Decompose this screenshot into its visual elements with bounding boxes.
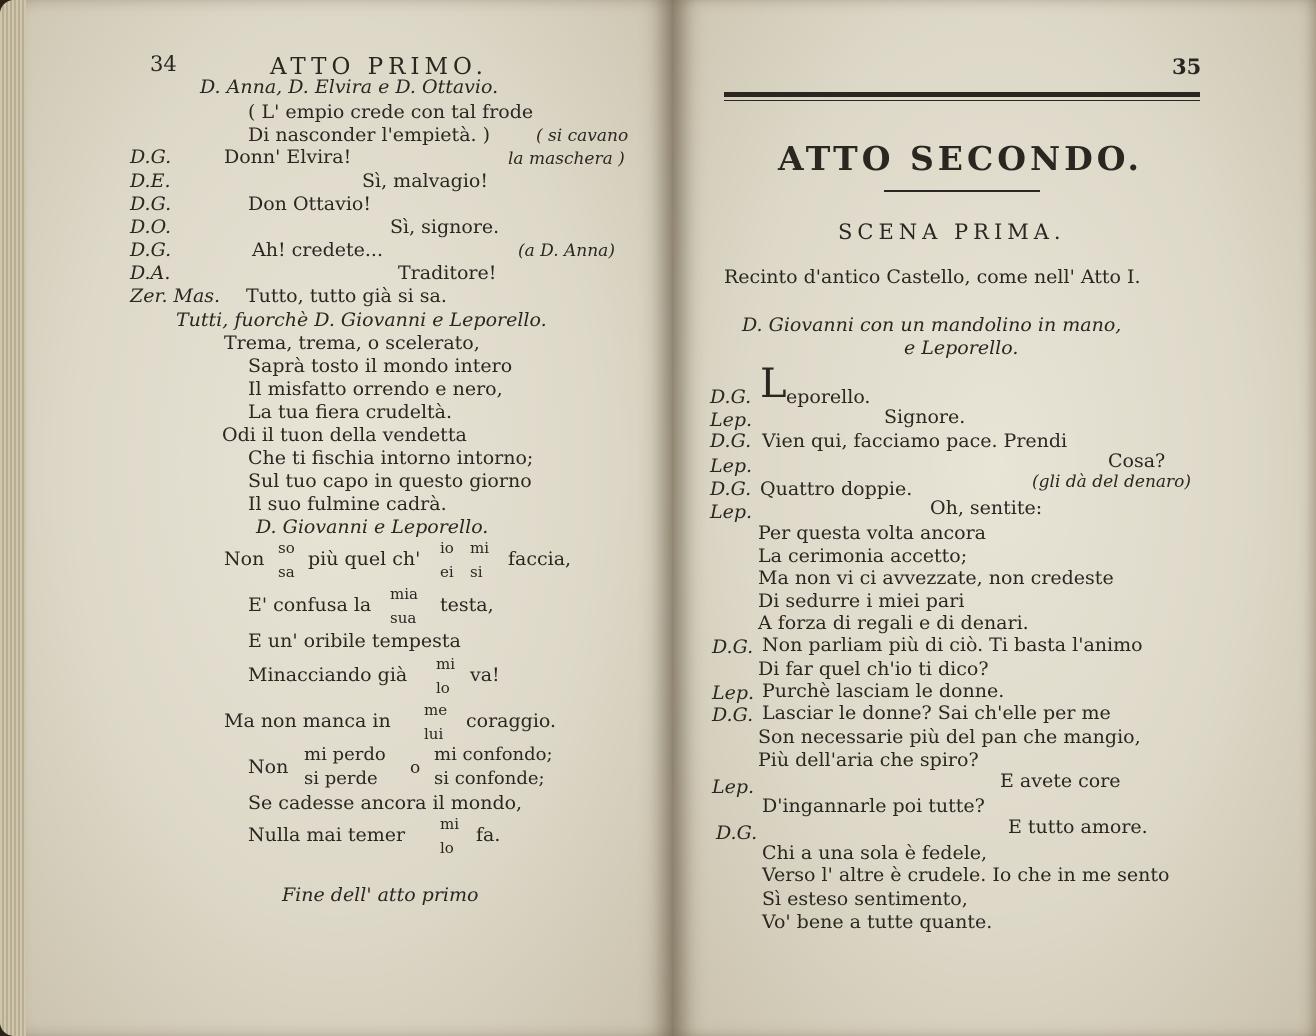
- right-page: [672, 0, 1316, 1036]
- dialogue-line: Don Ottavio!: [248, 193, 372, 215]
- dialogue-line: Vien qui, facciamo pace. Prendi: [762, 430, 1068, 452]
- verse-line: Trema, trema, o scelerato,: [224, 332, 480, 354]
- duet-alt-upper: so: [278, 539, 295, 557]
- verse-line: Saprà tosto il mondo intero: [248, 355, 513, 377]
- speaker: D.G.: [130, 239, 172, 261]
- speaker: Lep.: [712, 682, 755, 704]
- dialogue-line: Traditore!: [398, 262, 497, 284]
- verse-line: D'ingannarle poi tutte?: [762, 795, 985, 817]
- aside-line: Di nasconder l'empietà. ): [248, 124, 491, 146]
- verse-line: Più dell'aria che spiro?: [758, 749, 979, 771]
- verse-line: La tua fiera crudeltà.: [248, 401, 453, 423]
- verse-line: Verso l' altre è crudele. Io che in me sento: [762, 864, 1170, 886]
- drop-cap: L: [760, 361, 787, 407]
- verse-line: A forza di regali e di denari.: [758, 612, 1029, 634]
- duet-alt-upper: mi: [436, 655, 456, 673]
- speaker: Zer. Mas.: [130, 285, 221, 307]
- duet-alt-lower: si: [470, 563, 483, 581]
- speaker: Lep.: [710, 455, 753, 477]
- entrance-line: e Leporello.: [904, 337, 1019, 359]
- speaker: D.G.: [710, 386, 752, 408]
- dialogue-line: Signore.: [884, 406, 966, 428]
- duet-alt-lower: sua: [390, 609, 417, 627]
- verse-line: Non parliam più di ciò. Ti basta l'animo: [762, 634, 1143, 656]
- duet-text: Nulla mai temer: [248, 824, 406, 846]
- dialogue-line: Sì, signore.: [390, 216, 500, 238]
- duet-text: Se cadesse ancora il mondo,: [248, 792, 523, 814]
- speaker: D.G.: [712, 704, 754, 726]
- entrance-line: D. Giovanni con un mandolino in mano,: [742, 314, 1122, 336]
- duet-text: Minacciando già: [248, 664, 408, 686]
- speaker: D.G.: [716, 822, 758, 844]
- running-head: ATTO PRIMO.: [270, 54, 488, 80]
- speaker: D.G.: [710, 478, 752, 500]
- duet-text: fa.: [476, 824, 501, 846]
- speaker: D.G.: [712, 636, 754, 658]
- duet-text: va!: [470, 664, 500, 686]
- duet-alt-upper: mi confondo;: [434, 744, 553, 765]
- stage-direction: ( si cavano: [536, 126, 629, 146]
- verse-line: Il misfatto orrendo e nero,: [248, 378, 503, 400]
- verse-line: Il suo fulmine cadrà.: [248, 493, 447, 515]
- verse-line: Per questa volta ancora: [758, 522, 986, 544]
- scene-setting: Recinto d'antico Castello, come nell' Atto I.: [724, 266, 1141, 288]
- dialogue-line: Ah! credete...: [252, 239, 384, 261]
- verse-line: Chi a una sola è fedele,: [762, 842, 988, 864]
- verse-line: E avete core: [1000, 770, 1121, 792]
- verse-line: Son necessarie più del pan che mangio,: [758, 726, 1141, 748]
- duet-text: più quel ch': [308, 548, 421, 570]
- speaker: D.A.: [130, 262, 171, 284]
- scene-title: SCENA PRIMA.: [838, 220, 1066, 244]
- duet-alt-lower: ei: [440, 563, 454, 581]
- stage-direction: la maschera ): [508, 149, 625, 169]
- duet-alt-upper: mi: [440, 815, 460, 833]
- duet-alt-lower: lo: [440, 839, 454, 857]
- duet-alt-lower: sa: [278, 563, 295, 581]
- duet-alt-lower: si perde: [304, 768, 378, 789]
- speaker: Lep.: [710, 409, 753, 431]
- duet-text: coraggio.: [466, 710, 557, 732]
- tutti-heading: Tutti, fuorchè D. Giovanni e Leporello.: [176, 309, 547, 331]
- duet-text: Non: [248, 756, 289, 778]
- speaker: D.G.: [710, 430, 752, 452]
- verse-line: Purchè lasciam le donne.: [762, 680, 1005, 702]
- verse-line: La cerimonia accetto;: [758, 545, 968, 567]
- verse-line: Di sedurre i miei pari: [758, 590, 965, 612]
- verse-line: E tutto amore.: [1008, 816, 1148, 838]
- duet-alt-upper: me: [424, 701, 448, 719]
- duet-alt-upper: io: [440, 539, 454, 557]
- speaker: Lep.: [710, 501, 753, 523]
- speaker: D.G.: [130, 193, 172, 215]
- speaker: D.G.: [130, 146, 172, 168]
- page-number: 34: [150, 52, 177, 76]
- dialogue-line: Oh, sentite:: [930, 497, 1043, 519]
- duet-alt-lower: si confonde;: [434, 768, 545, 789]
- page-number: 35: [1172, 54, 1202, 79]
- duet-heading: D. Giovanni e Leporello.: [256, 516, 489, 538]
- dialogue-line: Quattro doppie.: [760, 478, 913, 500]
- header-rule-thin: [724, 100, 1200, 101]
- aside-line: ( L' empio crede con tal frode: [248, 101, 534, 123]
- dialogue-line: eporello.: [786, 386, 871, 408]
- duet-text: faccia,: [508, 548, 572, 570]
- speaker: Lep.: [712, 776, 755, 798]
- duet-alt-upper: mia: [390, 585, 418, 603]
- dialogue-line: Tutto, tutto già si sa.: [246, 285, 447, 307]
- duet-text: E' confusa la: [248, 594, 372, 616]
- verse-line: Odi il tuon della vendetta: [222, 424, 467, 446]
- cast-line: D. Anna, D. Elvira e D. Ottavio.: [200, 76, 499, 98]
- duet-text: E un' oribile tempesta: [248, 630, 461, 652]
- speaker: D.E.: [130, 170, 171, 192]
- verse-line: Vo' bene a tutte quante.: [762, 911, 993, 933]
- speaker: D.O.: [130, 216, 172, 238]
- header-rule-thick: [724, 92, 1200, 97]
- duet-text: o: [410, 758, 421, 778]
- verse-line: Lasciar le donne? Sai ch'elle per me: [762, 702, 1111, 724]
- act-title: ATTO SECONDO.: [778, 139, 1144, 178]
- duet-text: Ma non manca in: [224, 710, 391, 732]
- duet-alt-upper: mi: [470, 539, 490, 557]
- duet-alt-upper: mi perdo: [304, 744, 386, 765]
- verse-line: Di far quel ch'io ti dico?: [758, 658, 989, 680]
- duet-text: Non: [224, 548, 265, 570]
- title-rule: [884, 190, 1040, 192]
- dialogue-line: Donn' Elvira!: [224, 146, 352, 168]
- duet-text: testa,: [440, 594, 494, 616]
- verse-line: Ma non vi ci avvezzate, non credeste: [758, 567, 1114, 589]
- verse-line: Sì esteso sentimento,: [762, 888, 968, 910]
- duet-alt-lower: lo: [436, 679, 450, 697]
- dialogue-line: Cosa?: [1108, 450, 1166, 472]
- act-end: Fine dell' atto primo: [282, 884, 479, 906]
- stage-direction: (gli dà del denaro): [1032, 472, 1192, 492]
- page-edges: [0, 0, 26, 1036]
- stage-direction: (a D. Anna): [518, 241, 615, 261]
- duet-alt-lower: lui: [424, 725, 444, 743]
- verse-line: Che ti fischia intorno intorno;: [248, 447, 534, 469]
- dialogue-line: Sì, malvagio!: [362, 170, 488, 192]
- verse-line: Sul tuo capo in questo giorno: [248, 470, 532, 492]
